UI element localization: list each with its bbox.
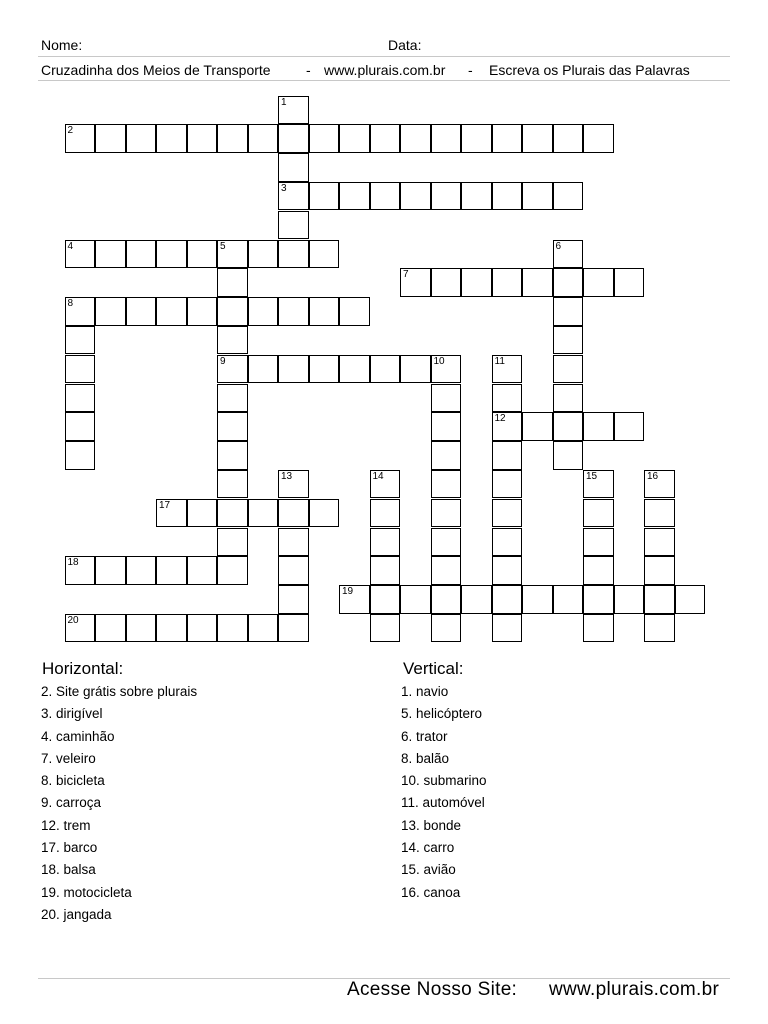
crossword-cell[interactable] xyxy=(370,556,401,585)
crossword-cell[interactable] xyxy=(248,355,279,384)
crossword-cell[interactable] xyxy=(65,412,96,441)
crossword-cell[interactable] xyxy=(431,441,462,470)
crossword-cell[interactable] xyxy=(553,326,584,355)
crossword-cell[interactable] xyxy=(431,470,462,499)
crossword-cell[interactable] xyxy=(339,182,370,211)
clue-number: 5 xyxy=(220,240,226,252)
crossword-cell[interactable] xyxy=(217,240,248,269)
crossword-cell[interactable] xyxy=(644,499,675,528)
crossword-cell[interactable] xyxy=(278,470,309,499)
date-label: Data: xyxy=(388,37,422,53)
clue-number: 13 xyxy=(281,470,293,482)
crossword-cell[interactable] xyxy=(65,384,96,413)
vertical-clue: 14. carro xyxy=(401,840,455,856)
crossword-cell[interactable] xyxy=(156,124,187,153)
clue-number: 8 xyxy=(67,298,74,310)
crossword-cell[interactable] xyxy=(65,355,96,384)
crossword-cell[interactable] xyxy=(65,124,96,153)
crossword-cell[interactable] xyxy=(95,124,126,153)
crossword-cell[interactable] xyxy=(156,499,187,528)
crossword-cell[interactable] xyxy=(278,297,309,326)
crossword-cell[interactable] xyxy=(370,614,401,643)
crossword-cell[interactable] xyxy=(309,182,340,211)
crossword-cell[interactable] xyxy=(583,556,614,585)
footer-url[interactable]: www.plurais.com.br xyxy=(549,979,720,1000)
crossword-cell[interactable] xyxy=(187,499,218,528)
crossword-cell[interactable] xyxy=(309,124,340,153)
horizontal-clue: 8. bicicleta xyxy=(41,773,105,789)
horizontal-clues-list xyxy=(41,681,197,926)
crossword-cell[interactable] xyxy=(431,614,462,643)
crossword-cell[interactable] xyxy=(553,240,584,269)
crossword-cell[interactable] xyxy=(400,124,431,153)
crossword-cell[interactable] xyxy=(492,182,523,211)
crossword-cell[interactable] xyxy=(217,412,248,441)
vertical-clue: 16. canoa xyxy=(401,884,461,900)
crossword-cell[interactable] xyxy=(278,240,309,269)
crossword-cell[interactable] xyxy=(339,297,370,326)
crossword-cell[interactable] xyxy=(461,124,492,153)
crossword-cell[interactable] xyxy=(492,268,523,297)
vertical-clue: 1. navio xyxy=(401,684,449,699)
crossword-cell[interactable] xyxy=(644,470,675,499)
crossword-cell[interactable] xyxy=(583,412,614,441)
horizontal-clues-title: Horizontal: xyxy=(42,659,124,678)
crossword-cell[interactable] xyxy=(553,384,584,413)
vertical-clue: 15. avião xyxy=(401,862,456,878)
crossword-cell[interactable] xyxy=(431,124,462,153)
subtitle-url: www.plurais.com.br xyxy=(324,62,446,78)
crossword-cell[interactable] xyxy=(217,441,248,470)
clue-number: 1 xyxy=(281,96,287,108)
crossword-cell[interactable] xyxy=(309,355,340,384)
crossword-cell[interactable] xyxy=(217,326,248,355)
crossword-cell[interactable] xyxy=(431,268,462,297)
clue-number: 3 xyxy=(281,182,287,194)
horizontal-clue: 9. carroça xyxy=(41,795,102,811)
crossword-cell[interactable] xyxy=(431,384,462,413)
clue-number: 4 xyxy=(67,240,74,252)
crossword-cell[interactable] xyxy=(492,384,523,413)
vertical-clues-list xyxy=(401,681,487,904)
clue-number: 20 xyxy=(67,614,79,626)
crossword-cell[interactable] xyxy=(248,297,279,326)
clue-number: 17 xyxy=(159,499,171,511)
crossword-cell[interactable] xyxy=(644,614,675,643)
crossword-cell[interactable] xyxy=(248,499,279,528)
crossword-cell[interactable] xyxy=(583,499,614,528)
crossword-cell[interactable] xyxy=(431,528,462,557)
clue-number: 14 xyxy=(372,470,384,482)
clue-number: 7 xyxy=(403,269,409,281)
crossword-cell[interactable] xyxy=(248,614,279,643)
name-label: Nome: xyxy=(41,37,83,53)
crossword-cell[interactable] xyxy=(370,124,401,153)
crossword-cell[interactable] xyxy=(217,355,248,384)
vertical-clue: 5. helicóptero xyxy=(401,706,483,722)
clue-number: 6 xyxy=(555,240,562,252)
subtitle-separator: - xyxy=(468,62,473,78)
crossword-cell[interactable] xyxy=(156,556,187,585)
crossword-cell[interactable] xyxy=(370,355,401,384)
horizontal-clue: 17. barco xyxy=(41,840,98,856)
crossword-cell[interactable] xyxy=(553,124,584,153)
crossword-cell[interactable] xyxy=(217,268,248,297)
subtitle-separator: - xyxy=(306,62,311,78)
crossword-cell[interactable] xyxy=(217,470,248,499)
crossword-cell[interactable] xyxy=(278,528,309,557)
crossword-cell[interactable] xyxy=(339,124,370,153)
crossword-cell[interactable] xyxy=(583,124,614,153)
horizontal-clue: 18. balsa xyxy=(41,862,96,878)
crossword-cell[interactable] xyxy=(400,355,431,384)
crossword-cell[interactable] xyxy=(614,268,645,297)
crossword-cell[interactable] xyxy=(431,585,462,614)
crossword-cell[interactable] xyxy=(522,182,553,211)
vertical-clue: 10. submarino xyxy=(401,773,487,789)
crossword-cell[interactable] xyxy=(522,124,553,153)
crossword-cell[interactable] xyxy=(156,297,187,326)
crossword-cell[interactable] xyxy=(65,326,96,355)
crossword-cell[interactable] xyxy=(400,268,431,297)
crossword-cell[interactable] xyxy=(553,412,584,441)
crossword-cell[interactable] xyxy=(217,528,248,557)
crossword-cell[interactable] xyxy=(217,297,248,326)
crossword-cell[interactable] xyxy=(126,614,157,643)
crossword-cell[interactable] xyxy=(65,240,96,269)
horizontal-clue: 2. Site grátis sobre plurais xyxy=(41,684,198,699)
crossword-cell[interactable] xyxy=(614,585,645,614)
crossword-cell[interactable] xyxy=(278,96,309,125)
crossword-cell[interactable] xyxy=(400,182,431,211)
horizontal-clue: 20. jangada xyxy=(41,906,112,922)
crossword-cell[interactable] xyxy=(553,182,584,211)
vertical-clue: 6. trator xyxy=(401,728,448,744)
crossword-cell[interactable] xyxy=(370,182,401,211)
crossword-cell[interactable] xyxy=(431,412,462,441)
clue-number: 9 xyxy=(220,355,226,367)
crossword-cell[interactable] xyxy=(278,585,309,614)
crossword-cell[interactable] xyxy=(217,124,248,153)
crossword-cell[interactable] xyxy=(675,585,706,614)
clue-number: 10 xyxy=(433,355,445,367)
crossword-cell[interactable] xyxy=(553,441,584,470)
crossword-cell[interactable] xyxy=(278,355,309,384)
crossword-cell[interactable] xyxy=(553,355,584,384)
crossword-cell[interactable] xyxy=(644,556,675,585)
vertical-clue: 11. automóvel xyxy=(401,795,485,811)
crossword-cell[interactable] xyxy=(492,585,523,614)
crossword-cell[interactable] xyxy=(217,614,248,643)
crossword-cell[interactable] xyxy=(187,297,218,326)
vertical-clue: 13. bonde xyxy=(401,817,462,833)
horizontal-clue: 4. caminhão xyxy=(41,728,115,744)
crossword-cell[interactable] xyxy=(65,614,96,643)
crossword-cell[interactable] xyxy=(187,124,218,153)
crossword-cell[interactable] xyxy=(492,441,523,470)
crossword-cell[interactable] xyxy=(126,297,157,326)
crossword-cell[interactable] xyxy=(553,297,584,326)
crossword-cell[interactable] xyxy=(126,556,157,585)
crossword-cell[interactable] xyxy=(278,124,309,153)
clue-number: 11 xyxy=(494,355,505,367)
crossword-cell[interactable] xyxy=(583,470,614,499)
subtitle-instruction: Escreva os Plurais das Palavras xyxy=(489,62,690,78)
clue-number: 18 xyxy=(67,557,79,569)
crossword-cell[interactable] xyxy=(278,499,309,528)
clue-number: 19 xyxy=(342,586,354,598)
crossword-cell[interactable] xyxy=(156,614,187,643)
crossword-cell[interactable] xyxy=(187,240,218,269)
crossword-cell[interactable] xyxy=(431,355,462,384)
crossword-cell[interactable] xyxy=(553,585,584,614)
crossword-cell[interactable] xyxy=(370,470,401,499)
crossword-cell[interactable] xyxy=(126,240,157,269)
crossword-cell[interactable] xyxy=(522,585,553,614)
crossword-cell[interactable] xyxy=(461,182,492,211)
crossword-cell[interactable] xyxy=(492,470,523,499)
crossword-cell[interactable] xyxy=(217,499,248,528)
crossword-cell[interactable] xyxy=(187,556,218,585)
crossword-cell[interactable] xyxy=(492,124,523,153)
crossword-cell[interactable] xyxy=(370,585,401,614)
vertical-clue: 8. balão xyxy=(401,750,450,766)
horizontal-clue: 19. motocicleta xyxy=(41,884,132,900)
crossword-cell[interactable] xyxy=(65,441,96,470)
crossword-cell[interactable] xyxy=(431,182,462,211)
crossword-cell[interactable] xyxy=(95,556,126,585)
crossword-cell[interactable] xyxy=(522,412,553,441)
crossword-cell[interactable] xyxy=(248,124,279,153)
crossword-cell[interactable] xyxy=(583,268,614,297)
crossword-cell[interactable] xyxy=(95,614,126,643)
crossword-cell[interactable] xyxy=(492,499,523,528)
crossword-cell[interactable] xyxy=(370,499,401,528)
clue-number: 15 xyxy=(586,470,598,482)
crossword-cell[interactable] xyxy=(65,556,96,585)
horizontal-clue: 7. veleiro xyxy=(41,750,96,766)
crossword-cell[interactable] xyxy=(492,355,523,384)
crossword-cell[interactable] xyxy=(95,297,126,326)
crossword-cell[interactable] xyxy=(278,211,309,240)
crossword-cell[interactable] xyxy=(65,297,96,326)
vertical-clues-title: Vertical: xyxy=(403,659,464,678)
crossword-cell[interactable] xyxy=(278,182,309,211)
crossword-cell[interactable] xyxy=(583,585,614,614)
crossword-cell[interactable] xyxy=(583,528,614,557)
crossword-cell[interactable] xyxy=(95,240,126,269)
crossword-cell[interactable] xyxy=(644,528,675,557)
crossword-cell[interactable] xyxy=(309,240,340,269)
crossword-cell[interactable] xyxy=(400,585,431,614)
crossword-cell[interactable] xyxy=(217,384,248,413)
crossword-cell[interactable] xyxy=(492,528,523,557)
crossword-cell[interactable] xyxy=(370,528,401,557)
crossword-cell[interactable] xyxy=(644,585,675,614)
crossword-cell[interactable] xyxy=(614,412,645,441)
horizontal-clue: 12. trem xyxy=(41,817,91,833)
clue-number: 16 xyxy=(647,470,659,482)
crossword-cell[interactable] xyxy=(461,585,492,614)
crossword-cell[interactable] xyxy=(187,614,218,643)
crossword-cell[interactable] xyxy=(309,499,340,528)
crossword-cell[interactable] xyxy=(278,614,309,643)
crossword-cell[interactable] xyxy=(156,240,187,269)
crossword-cell[interactable] xyxy=(583,614,614,643)
crossword-cell[interactable] xyxy=(217,556,248,585)
crossword-cell[interactable] xyxy=(492,412,523,441)
clue-number: 2 xyxy=(67,125,74,137)
crossword-cell[interactable] xyxy=(492,556,523,585)
crossword-cell[interactable] xyxy=(492,614,523,643)
crossword-cell[interactable] xyxy=(431,499,462,528)
crossword-cell[interactable] xyxy=(126,124,157,153)
footer-label: Acesse Nosso Site: xyxy=(347,979,518,1000)
crossword-cell[interactable] xyxy=(278,556,309,585)
crossword-cell[interactable] xyxy=(339,355,370,384)
crossword-cell[interactable] xyxy=(461,268,492,297)
crossword-cell[interactable] xyxy=(309,297,340,326)
subtitle-title: Cruzadinha dos Meios de Transporte xyxy=(41,62,271,78)
crossword-cell[interactable] xyxy=(248,240,279,269)
crossword-cell[interactable] xyxy=(522,268,553,297)
clue-number: 12 xyxy=(494,413,506,425)
horizontal-clue: 3. dirigível xyxy=(41,706,103,722)
crossword-cell[interactable] xyxy=(431,556,462,585)
crossword-cell[interactable] xyxy=(339,585,370,614)
crossword-cell[interactable] xyxy=(553,268,584,297)
crossword-cell[interactable] xyxy=(278,153,309,182)
